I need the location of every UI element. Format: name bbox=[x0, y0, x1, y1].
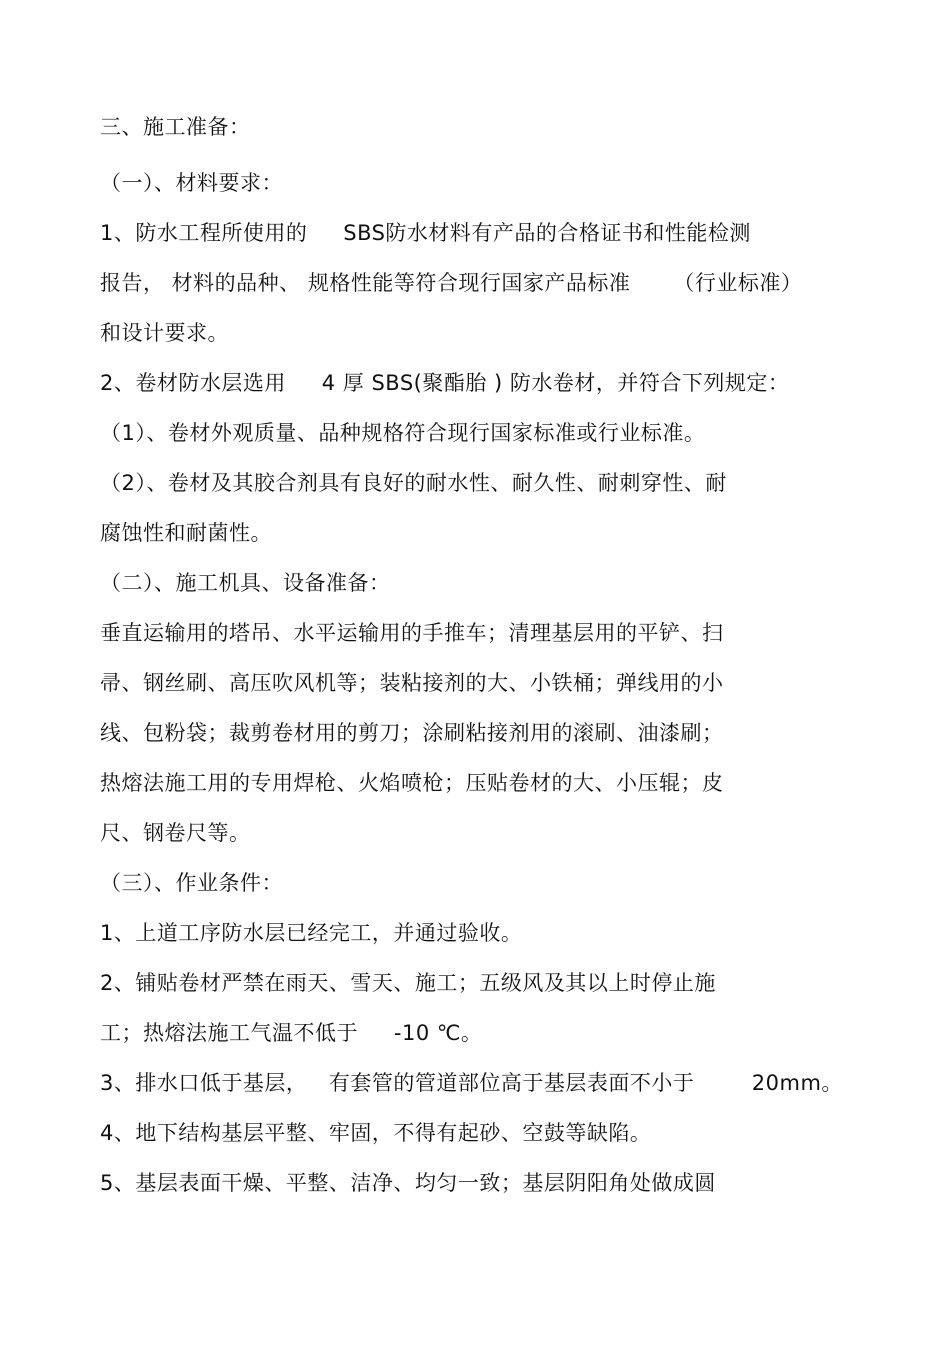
subsection-heading: （三）、作业条件： bbox=[100, 871, 283, 895]
subsection-heading: （二）、施工机具、设备准备： bbox=[100, 571, 391, 595]
paragraph-line: 工；热熔法施工气温不低于 -10 ℃。 bbox=[100, 1021, 483, 1045]
paragraph-line: （2）、卷材及其胶合剂具有良好的耐水性、耐久性、耐刺穿性、耐 bbox=[100, 471, 727, 495]
paragraph-line: 和设计要求。 bbox=[100, 321, 229, 345]
paragraph-line: 4、地下结构基层平整、牢固，不得有起砂、空鼓等缺陷。 bbox=[100, 1121, 652, 1145]
paragraph-line: 1、防水工程所使用的 SBS防水材料有产品的合格证书和性能检测 bbox=[100, 221, 751, 245]
paragraph-line: 3、排水口低于基层， 有套管的管道部位高于基层表面不小于 20mm。 bbox=[100, 1071, 843, 1095]
paragraph-line: 线、包粉袋；裁剪卷材用的剪刀；涂刷粘接剂用的滚刷、油漆刷； bbox=[100, 721, 724, 745]
paragraph-line: 2、铺贴卷材严禁在雨天、雪天、施工；五级风及其以上时停止施 bbox=[100, 971, 716, 995]
subsection-heading: （一）、材料要求： bbox=[100, 171, 283, 195]
section-heading: 三、施工准备： bbox=[100, 115, 251, 139]
paragraph-line: 1、上道工序防水层已经完工，并通过验收。 bbox=[100, 921, 523, 945]
paragraph-line: 5、基层表面干燥、平整、洁净、均匀一致；基层阴阳角处做成圆 bbox=[100, 1171, 716, 1195]
paragraph-line: 2、卷材防水层选用 4 厚 SBS(聚酯胎 ) 防水卷材，并符合下列规定： bbox=[100, 371, 790, 395]
paragraph-line: 腐蚀性和耐菌性。 bbox=[100, 521, 272, 545]
paragraph-line: 热熔法施工用的专用焊枪、火焰喷枪；压贴卷材的大、小压辊；皮 bbox=[100, 771, 724, 795]
paragraph-line: 帚、钢丝刷、高压吹风机等；装粘接剂的大、小铁桶；弹线用的小 bbox=[100, 671, 724, 695]
paragraph-line: 垂直运输用的塔吊、水平运输用的手推车；清理基层用的平铲、扫 bbox=[100, 621, 724, 645]
paragraph-line: （1）、卷材外观质量、品种规格符合现行国家标准或行业标准。 bbox=[100, 421, 706, 445]
paragraph-line: 报告， 材料的品种、 规格性能等符合现行国家产品标准 （行业标准） bbox=[100, 271, 803, 295]
paragraph-line: 尺、钢卷尺等。 bbox=[100, 821, 251, 845]
